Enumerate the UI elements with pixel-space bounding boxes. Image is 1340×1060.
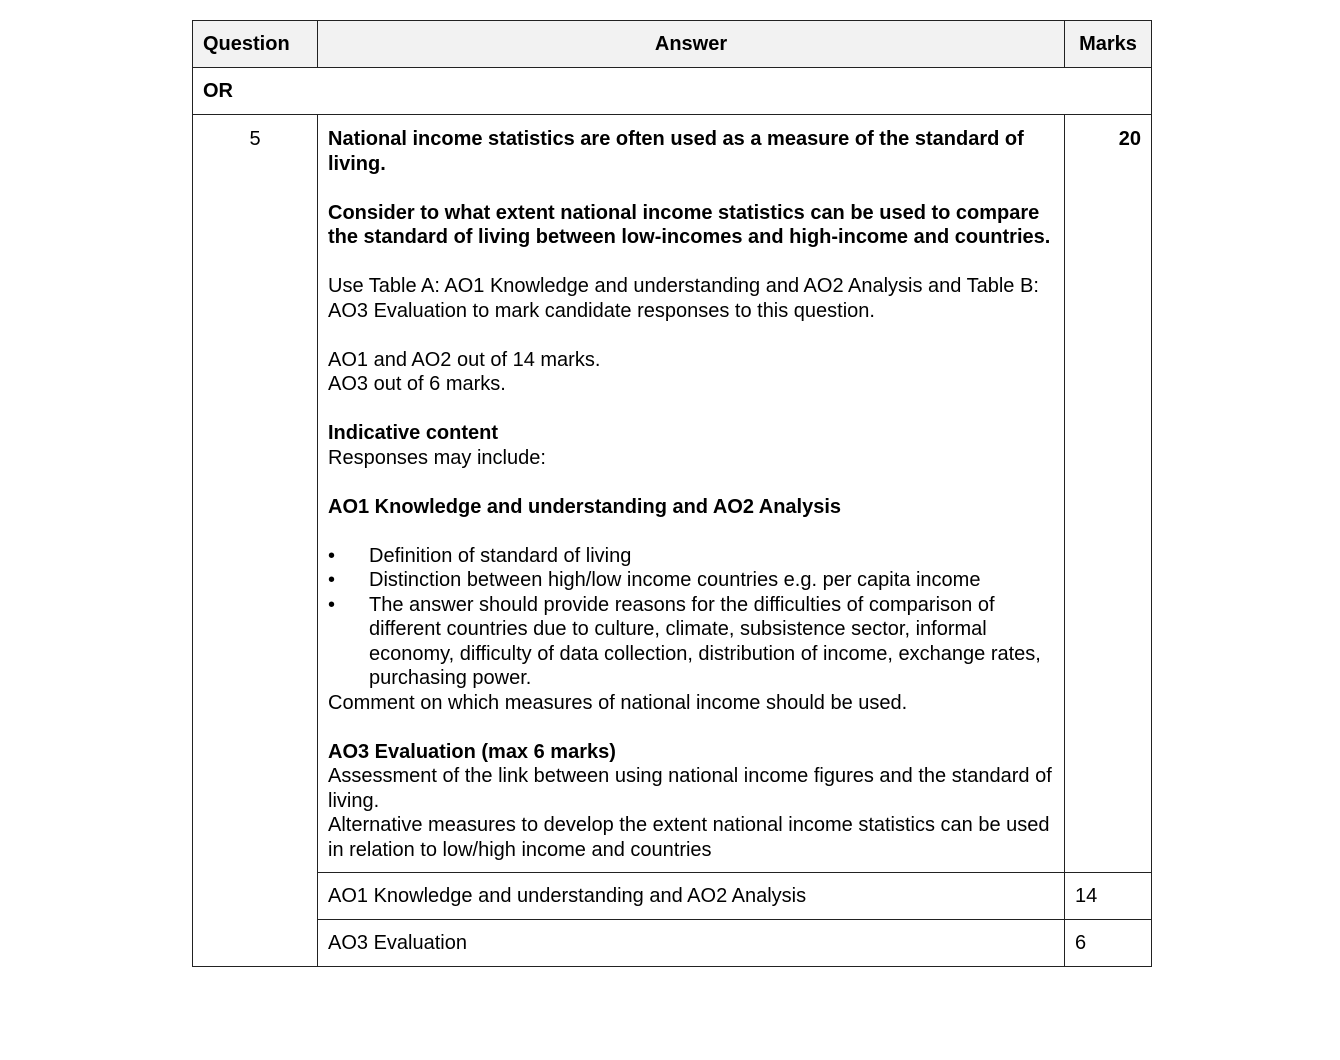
ao3-line-2: Alternative measures to develop the extent national income statistics can be used in relation to low/high income and countries — [328, 814, 1050, 861]
breakdown-marks: 6 — [1065, 920, 1152, 967]
indicative-bullet-list — [328, 544, 1054, 691]
question-prompt-1: National income statistics are often used as a measure of the standard of living. — [328, 128, 1024, 175]
list-item: • Distinction between high/low income countries e.g. per capita income — [328, 568, 1054, 593]
list-item: • Definition of standard of living — [328, 544, 1054, 569]
question-prompt-2: Consider to what extent national income statistics can be used to compare the standard of living between low-incomes and high-income and countries. — [328, 201, 1051, 248]
marking-instructions: Use Table A: AO1 Knowledge and understanding and AO2 Analysis and Table B: AO3 Evaluation to mark candidate responses to this question. — [328, 275, 1039, 322]
breakdown-label: AO1 Knowledge and understanding and AO2 Analysis — [318, 873, 1065, 920]
responses-intro: Responses may include: — [328, 446, 546, 469]
marks-line-2: AO3 out of 6 marks. — [328, 373, 506, 395]
header-marks: Marks — [1065, 21, 1152, 68]
ao3-heading: AO3 Evaluation (max 6 marks) — [328, 740, 616, 763]
indicative-heading: Indicative content — [328, 422, 499, 444]
mark-scheme-table — [192, 20, 1152, 967]
header-row — [193, 21, 1152, 68]
list-item: • The answer should provide reasons for the difficulties of comparison of different countries due to culture, climate, subsistence sector, informal economy, difficulty of data collection, distribution of income, exchange rates, purchasing power. — [328, 593, 1054, 691]
header-question: Question — [193, 21, 318, 68]
breakdown-row — [193, 873, 1152, 920]
breakdown-marks: 14 — [1065, 873, 1152, 920]
answer-cell — [318, 115, 1065, 873]
question-number: 5 — [193, 115, 318, 967]
marks-line-1: AO1 and AO2 out of 14 marks. — [328, 348, 601, 371]
comment-line: Comment on which measures of national income should be used. — [328, 691, 908, 714]
total-marks: 20 — [1065, 115, 1152, 873]
question-row — [193, 115, 1152, 873]
or-row — [193, 68, 1152, 115]
breakdown-label: AO3 Evaluation — [318, 920, 1065, 967]
or-label: OR — [193, 68, 1152, 115]
ao1-heading: AO1 Knowledge and understanding and AO2 Analysis — [328, 495, 842, 518]
ao3-line-1: Assessment of the link between using national income figures and the standard of living. — [328, 765, 1052, 812]
breakdown-row — [193, 920, 1152, 967]
header-answer: Answer — [318, 21, 1065, 68]
